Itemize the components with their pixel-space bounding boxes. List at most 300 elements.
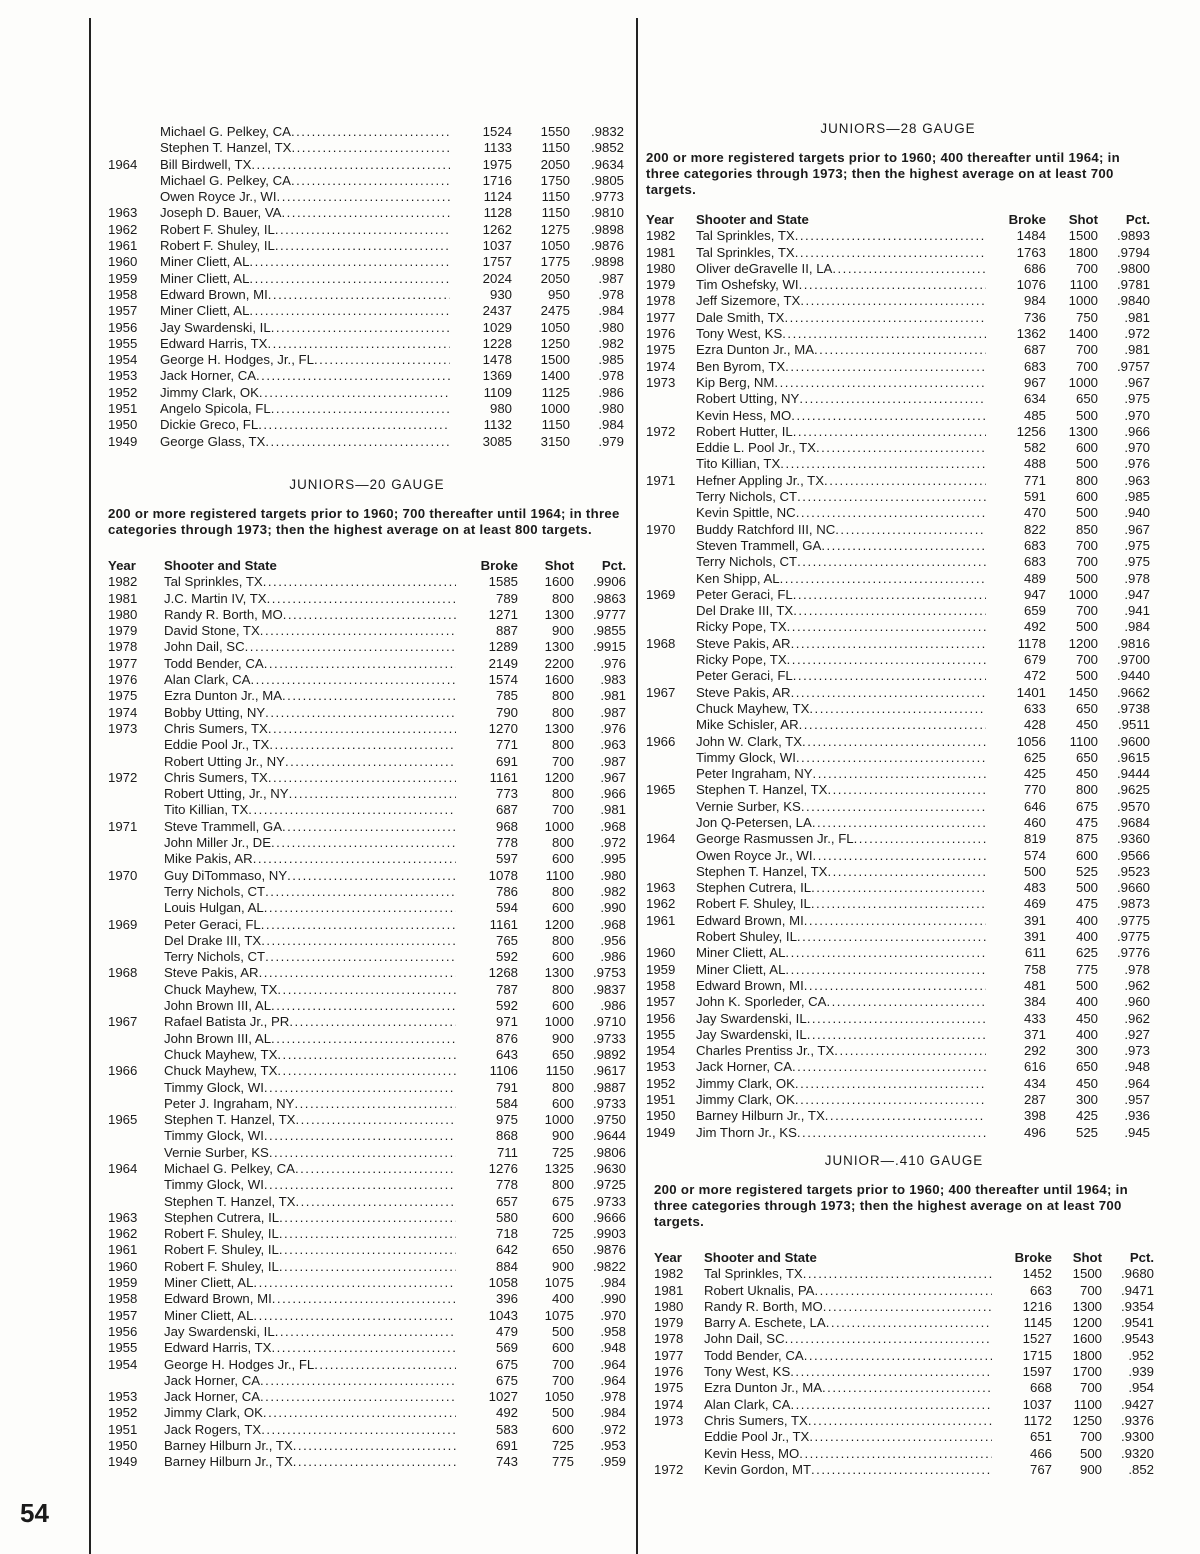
table-row [108, 1014, 626, 1030]
row-year: 1970 [108, 867, 138, 883]
row-shot: 1050 [540, 319, 570, 335]
row-pct: .959 [600, 1454, 626, 1470]
row-shot: 900 [551, 1128, 574, 1144]
row-shooter [696, 766, 986, 782]
row-pct: .9757 [1116, 358, 1150, 374]
header-broke: Broke [480, 558, 518, 573]
dot-leader [277, 189, 450, 205]
row-year [108, 802, 164, 818]
juniors-20-table [108, 558, 626, 1471]
row-shot: 650 [1075, 700, 1098, 716]
row-shot: 500 [1075, 880, 1098, 896]
row-shot: 600 [1075, 847, 1098, 863]
row-shot: 1000 [544, 818, 574, 834]
row-shot: 700 [551, 753, 574, 769]
row-shot: 900 [551, 623, 574, 639]
row-year [646, 668, 696, 684]
table-row [108, 1242, 626, 1258]
row-year: 1978 [108, 639, 138, 655]
row-year [108, 900, 164, 916]
shooter-name: Miner Cliett, AL [164, 1307, 254, 1323]
row-year: 1955 [108, 335, 138, 351]
row-pct: .985 [598, 352, 624, 368]
row-pct: .986 [598, 384, 624, 400]
row-year: 1950 [646, 1108, 676, 1124]
row-shot: 1100 [1069, 277, 1098, 293]
row-year: 1962 [108, 221, 138, 237]
shooter-name: Peter Ingraham, NY [696, 766, 813, 782]
shooter-name: Charles Prentiss Jr., TX [696, 1043, 835, 1059]
dot-leader [271, 1340, 456, 1356]
dot-leader [795, 1076, 986, 1092]
row-shooter [696, 587, 986, 603]
row-pct: .956 [600, 932, 626, 948]
row-year: 1980 [654, 1298, 684, 1314]
row-year [108, 1031, 164, 1047]
row-shot: 400 [1075, 929, 1098, 945]
row-broke: 778 [495, 1177, 518, 1193]
table-row [108, 417, 624, 433]
row-shooter [160, 401, 450, 417]
header-shot: Shot [544, 558, 574, 573]
row-broke: 1128 [483, 205, 512, 221]
row-year: 1963 [108, 1209, 138, 1225]
dot-leader [294, 1096, 456, 1112]
row-pct: .852 [1128, 1461, 1154, 1477]
dot-leader [807, 1011, 986, 1027]
row-shot: 800 [551, 883, 574, 899]
table-row [646, 913, 1150, 929]
row-shot: 1150 [541, 417, 570, 433]
dot-leader [249, 271, 450, 287]
dot-leader [275, 222, 450, 238]
row-pct: .986 [600, 998, 626, 1014]
row-shot: 1550 [540, 124, 570, 139]
row-shot: 675 [551, 1193, 574, 1209]
shooter-name: Tony West, KS [696, 326, 783, 342]
row-shooter [160, 352, 450, 368]
row-shooter [696, 473, 986, 489]
row-shot: 1400 [1068, 326, 1098, 342]
row-broke: 582 [1023, 440, 1046, 456]
row-shooter [164, 851, 456, 867]
row-year [108, 1128, 164, 1144]
row-shooter [696, 440, 986, 456]
row-pct: .967 [1124, 374, 1150, 390]
dot-leader [821, 538, 986, 554]
row-shooter [164, 900, 456, 916]
row-pct: .9700 [1116, 652, 1150, 668]
shooter-name: Steven Trammell, GA [696, 537, 822, 553]
row-shot: 500 [551, 1405, 574, 1421]
shooter-name: John Dail, SC [704, 1331, 785, 1347]
row-pct: .958 [600, 1323, 626, 1339]
table-row [654, 1446, 1154, 1462]
shooter-name: Peter Geraci, FL [696, 668, 793, 684]
row-shot: 600 [551, 998, 574, 1014]
juniors-28-description: 200 or more registered targets prior to 1960; 400 thereafter until 1964; in three categories through 1973; then the highest average on at least 700 targets. [646, 150, 1120, 197]
row-broke: 984 [1023, 293, 1046, 309]
row-shooter [164, 982, 456, 998]
row-shooter [160, 303, 450, 319]
row-broke: 1763 [1016, 244, 1046, 260]
table-row [108, 917, 626, 933]
row-shooter [696, 913, 986, 929]
row-broke: 1524 [482, 124, 512, 139]
juniors-28-title: JUNIORS—28 GAUGE [820, 121, 976, 136]
shooter-name: Jimmy Clark, OK [696, 1075, 795, 1091]
row-broke: 786 [495, 883, 518, 899]
header-shooter: Shooter and State [696, 212, 809, 227]
row-pct: .976 [600, 720, 626, 736]
row-shooter [160, 434, 450, 450]
row-broke: 2437 [482, 303, 512, 319]
row-pct: .9822 [592, 1258, 626, 1274]
dot-leader [271, 320, 450, 336]
row-pct: .970 [1124, 407, 1150, 423]
table-row [646, 717, 1150, 733]
shooter-name: Jack Horner, CA [164, 1372, 261, 1388]
row-pct: .9794 [1116, 244, 1150, 260]
row-year: 1952 [108, 384, 138, 400]
shooter-name: Terry Nichols, CT [696, 554, 798, 570]
dot-leader [814, 1283, 992, 1299]
dot-leader [795, 245, 986, 261]
row-shooter [164, 1177, 456, 1193]
table-row [646, 652, 1150, 668]
row-shooter [164, 1438, 456, 1454]
row-pct: .9570 [1116, 798, 1150, 814]
row-pct: .978 [598, 286, 624, 302]
row-pct: .964 [600, 1356, 626, 1372]
row-shot: 600 [1075, 440, 1098, 456]
row-shooter [164, 754, 456, 770]
row-shot: 475 [1075, 814, 1098, 830]
row-broke: 625 [1023, 749, 1046, 765]
shooter-name: Robert F. Shuley, IL [696, 896, 811, 912]
dot-leader [808, 1413, 992, 1429]
shooter-name: Terry Nichols, CT [164, 949, 266, 965]
table-row [646, 1027, 1150, 1043]
dot-leader [261, 917, 456, 933]
shooter-name: John Brown III, AL [164, 1030, 272, 1046]
dot-leader [271, 835, 456, 851]
row-pct: .9837 [592, 981, 626, 997]
row-pct: .947 [1124, 586, 1150, 602]
row-broke: 485 [1023, 407, 1046, 423]
row-broke: 679 [1023, 652, 1046, 668]
row-shooter [164, 917, 456, 933]
dot-leader [791, 408, 986, 424]
row-year: 1949 [646, 1124, 676, 1140]
row-broke: 659 [1023, 603, 1046, 619]
shooter-name: Jeff Sizemore, TX [696, 293, 801, 309]
dot-leader [793, 587, 986, 603]
row-year [108, 1194, 164, 1210]
row-year [108, 982, 164, 998]
table-row [108, 1373, 626, 1389]
shooter-name: Todd Bender, CA [164, 655, 264, 671]
table-row [108, 173, 624, 189]
row-shooter [160, 238, 450, 254]
shooter-name: Edward Brown, MI [160, 286, 268, 302]
dot-leader [295, 1194, 456, 1210]
row-shooter [696, 929, 986, 945]
table-row [646, 945, 1150, 961]
row-broke: 1076 [1016, 277, 1046, 293]
table-row [646, 1125, 1150, 1141]
table-row [646, 831, 1150, 847]
row-shot: 1100 [1073, 1396, 1102, 1412]
dot-leader [271, 1031, 456, 1047]
row-pct: .968 [600, 916, 626, 932]
row-broke: 1056 [1016, 733, 1046, 749]
dot-leader [271, 998, 456, 1014]
row-broke: 1289 [488, 639, 518, 655]
dot-leader [793, 424, 986, 440]
center-column-rule [636, 18, 638, 1554]
row-shot: 700 [1079, 1380, 1102, 1396]
row-shooter [164, 868, 456, 884]
row-pct: .968 [600, 818, 626, 834]
row-broke: 1058 [488, 1275, 518, 1291]
row-pct: .976 [600, 655, 626, 671]
row-shooter [160, 157, 450, 173]
dot-leader [823, 1299, 992, 1315]
row-shooter [696, 864, 986, 880]
row-shooter [164, 1226, 456, 1242]
dot-leader [263, 1405, 456, 1421]
row-broke: 1132 [483, 417, 512, 433]
row-pct: .987 [598, 270, 624, 286]
dot-leader [260, 623, 456, 639]
shooter-name: Chris Sumers, TX [164, 769, 268, 785]
row-broke: 1037 [1022, 1396, 1052, 1412]
row-shooter [696, 408, 986, 424]
row-year [108, 754, 164, 770]
row-pct: .975 [1124, 554, 1150, 570]
table-row [108, 1308, 626, 1324]
row-pct: .990 [600, 900, 626, 916]
row-broke: 683 [1023, 554, 1046, 570]
row-shot: 700 [1079, 1282, 1102, 1298]
row-year: 1959 [646, 961, 676, 977]
row-shot: 500 [1075, 456, 1098, 472]
row-pct: .9615 [1116, 749, 1150, 765]
dot-leader [249, 303, 450, 319]
row-shooter [696, 456, 986, 472]
row-year: 1969 [646, 586, 676, 602]
shooter-name: Stephen Cutrera, IL [164, 1209, 280, 1225]
table-row [108, 1210, 626, 1226]
row-shooter [164, 1161, 456, 1177]
row-year: 1967 [646, 684, 676, 700]
shooter-name: Robert F. Shuley, IL [164, 1258, 279, 1274]
row-shooter [164, 1259, 456, 1275]
row-shooter [704, 1348, 992, 1364]
shooter-name: Robert F. Shuley, IL [164, 1226, 279, 1242]
shooter-name: Hefner Appling Jr., TX [696, 472, 825, 488]
table-row [108, 835, 626, 851]
dot-leader [272, 1291, 456, 1307]
row-broke: 594 [495, 900, 518, 916]
row-year [108, 1080, 164, 1096]
row-shooter [164, 721, 456, 737]
shooter-name: Mike Pakis, AR [164, 851, 253, 867]
row-broke: 1029 [482, 319, 512, 335]
row-shooter [696, 424, 986, 440]
table-row [108, 124, 624, 140]
row-year: 1966 [646, 733, 676, 749]
row-broke: 822 [1023, 521, 1046, 537]
row-shot: 800 [551, 737, 574, 753]
table-row [108, 368, 624, 384]
row-year: 1951 [108, 401, 138, 417]
row-pct: .980 [598, 401, 624, 417]
row-year: 1981 [108, 590, 138, 606]
dot-leader [264, 900, 456, 916]
row-pct: .9893 [1116, 228, 1150, 244]
table-row [108, 1145, 626, 1161]
row-shooter [696, 359, 986, 375]
row-shooter [696, 1043, 986, 1059]
row-broke: 947 [1023, 586, 1046, 602]
row-year [108, 737, 164, 753]
dot-leader [791, 685, 986, 701]
row-pct: .9600 [1116, 733, 1150, 749]
row-year: 1954 [646, 1043, 676, 1059]
row-shot: 475 [1075, 896, 1098, 912]
row-shot: 1100 [545, 867, 574, 883]
row-broke: 1276 [488, 1160, 518, 1176]
table-row [108, 205, 624, 221]
row-year: 1967 [108, 1014, 138, 1030]
row-year: 1949 [108, 1454, 138, 1470]
row-year [108, 173, 160, 189]
page-number: 54 [20, 1498, 49, 1528]
row-shot: 400 [1075, 1026, 1098, 1042]
row-year: 1956 [108, 1323, 138, 1339]
row-broke: 634 [1023, 391, 1046, 407]
row-broke: 1043 [488, 1307, 518, 1323]
row-shot: 700 [1079, 1429, 1102, 1445]
row-shooter [696, 538, 986, 554]
table-row [108, 900, 626, 916]
dot-leader [245, 639, 456, 655]
shooter-name: Michael G. Pelkey, CA [164, 1160, 295, 1176]
table-row [108, 623, 626, 639]
row-pct: .9427 [1120, 1396, 1154, 1412]
table-row [108, 1291, 626, 1307]
dot-leader [289, 786, 456, 802]
row-broke: 1484 [1016, 228, 1046, 244]
row-year [108, 1047, 164, 1063]
row-broke: 1037 [482, 238, 512, 254]
dot-leader [790, 1364, 992, 1380]
table-row [654, 1397, 1154, 1413]
dot-leader [804, 978, 986, 994]
shooter-name: Angelo Spicola, FL [160, 401, 271, 417]
table-row [646, 505, 1150, 521]
row-shot: 2050 [540, 270, 570, 286]
table-row [108, 965, 626, 981]
row-year [108, 949, 164, 965]
row-shooter [160, 205, 450, 221]
row-broke: 287 [1023, 1092, 1046, 1108]
row-shot: 1150 [541, 189, 570, 205]
shooter-name: Steve Pakis, AR [164, 965, 259, 981]
dot-leader [265, 949, 456, 965]
row-shot: 300 [1075, 1092, 1098, 1108]
table-row [646, 619, 1150, 635]
dot-leader [277, 1063, 456, 1079]
row-shooter [164, 965, 456, 981]
dot-leader [267, 591, 456, 607]
row-year [646, 848, 696, 864]
row-year: 1956 [108, 319, 138, 335]
row-pct: .964 [600, 1372, 626, 1388]
row-year: 1959 [108, 270, 138, 286]
shooter-name: Rafael Batista Jr., PR [164, 1014, 290, 1030]
row-pct: .966 [1124, 423, 1150, 439]
row-pct: .9354 [1120, 1298, 1154, 1314]
row-year [654, 1429, 704, 1445]
row-broke: 868 [495, 1128, 518, 1144]
dot-leader [799, 391, 986, 407]
table-row [108, 1259, 626, 1275]
dot-leader [802, 734, 986, 750]
header-year: Year [654, 1250, 682, 1265]
row-shooter [696, 978, 986, 994]
row-shot: 750 [1075, 309, 1098, 325]
row-shooter [696, 342, 986, 358]
row-broke: 479 [495, 1323, 518, 1339]
row-broke: 434 [1023, 1075, 1046, 1091]
row-year: 1974 [646, 358, 676, 374]
dot-leader [784, 310, 986, 326]
header-pct: Pct. [601, 558, 626, 573]
row-pct: .9777 [592, 606, 626, 622]
row-year: 1951 [646, 1092, 676, 1108]
row-shooter [696, 701, 986, 717]
row-pct: .962 [1124, 1010, 1150, 1026]
row-broke: 819 [1023, 831, 1046, 847]
dot-leader [251, 157, 450, 173]
row-broke: 691 [495, 753, 518, 769]
row-year: 1958 [108, 1291, 138, 1307]
table-row [108, 1226, 626, 1242]
row-broke: 1178 [1017, 635, 1046, 651]
row-shot: 1100 [1069, 733, 1098, 749]
row-broke: 1078 [488, 867, 518, 883]
row-broke: 1715 [1022, 1347, 1052, 1363]
shooter-name: Barney Hilburn Jr., TX [164, 1454, 293, 1470]
row-shooter [164, 770, 456, 786]
row-shot: 800 [551, 1177, 574, 1193]
row-broke: 687 [1023, 342, 1046, 358]
row-shot: 1600 [1072, 1331, 1102, 1347]
dot-leader [797, 489, 986, 505]
row-broke: 1133 [483, 140, 512, 156]
shooter-name: Kip Berg, NM [696, 374, 775, 390]
row-broke: 675 [495, 1356, 518, 1372]
shooter-name: John Dail, SC [164, 639, 245, 655]
row-shot: 700 [551, 1356, 574, 1372]
dot-leader [253, 1308, 456, 1324]
row-shooter [160, 368, 450, 384]
shooter-name: Chris Sumers, TX [164, 720, 268, 736]
row-shooter [164, 1210, 456, 1226]
